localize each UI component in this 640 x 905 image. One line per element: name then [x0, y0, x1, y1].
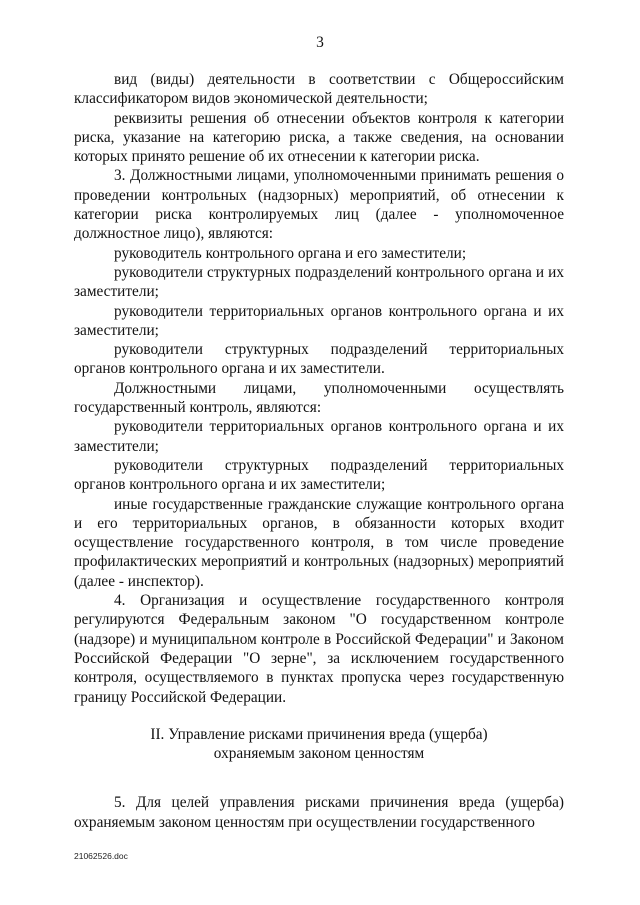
paragraph-officials-intro: Должностными лицами, уполномоченными осуществлять — [114, 379, 564, 397]
document-body — [74, 70, 564, 832]
list-item: руководитель контрольного органа и его заместители; — [114, 244, 467, 262]
paragraph-item-3: 3. Должностными лицами, уполномоченными принимать решения о проведении контрольных (надзорных) мероприятий, об отнесении к категории риска контролируемых лиц (далее - уполномоченное должностное лицо), являются: — [74, 167, 564, 243]
list-item: руководители структурных подразделений контрольного органа и их заместители; — [74, 263, 564, 301]
list-item: руководители структурных подразделений территориальных органов контрольного органа и их заместители; — [74, 456, 564, 494]
section-heading-line-1: II. Управление рисками причинения вреда (ущерба) — [150, 725, 488, 743]
list-item: руководители территориальных органов контрольного органа и их заместители; — [74, 302, 564, 339]
list-item: руководители территориальных органов контрольного органа и их заместители; — [74, 418, 564, 455]
section-heading — [74, 725, 564, 764]
footer-filename: 21062526.doc — [74, 851, 128, 861]
section-heading-line-2: охраняемым законом ценностям — [213, 745, 425, 763]
paragraph-officials-intro-cont: государственный контроль, являются: — [74, 399, 322, 417]
paragraph-item-5: 5. Для целей управления рисками причинения вреда (ущерба) охраняемым законом ценностям при осуществлении государственного — [74, 794, 564, 831]
paragraph-risk-decision: реквизиты решения об отнесении объектов контроля к категории риска, указание на категорию риска, а также сведения, на основании которых принято решение об их отнесении к категории риска. — [74, 109, 564, 166]
paragraph-item-4: 4. Организация и осуществление государственного контроля регулируются Федеральным законом "О государственном контроле (надзоре) и муниципальном контроле в Российской Федерации" и Законом Российской Федерации "О зерне", за исключением государственного контроля, осуществляемого в пунктах пропуска через государственную границу Российской Федерации. — [74, 592, 564, 706]
paragraph-activity-type: вид (виды) деятельности в соответствии с Общероссийским классификатором видов экономической деятельности; — [74, 71, 564, 108]
paragraph-inspector: иные государственные гражданские служащие контрольного органа и его территориальных органов, в обязанности которых входит осуществление государственного контроля, в том числе проведение профилактических мероприятий и контрольных (надзорных) мероприятий (далее - инспектор). — [74, 495, 564, 590]
list-item: руководители структурных подразделений территориальных органов контрольного органа и их заместители. — [74, 341, 564, 378]
page-number: 3 — [316, 34, 324, 51]
